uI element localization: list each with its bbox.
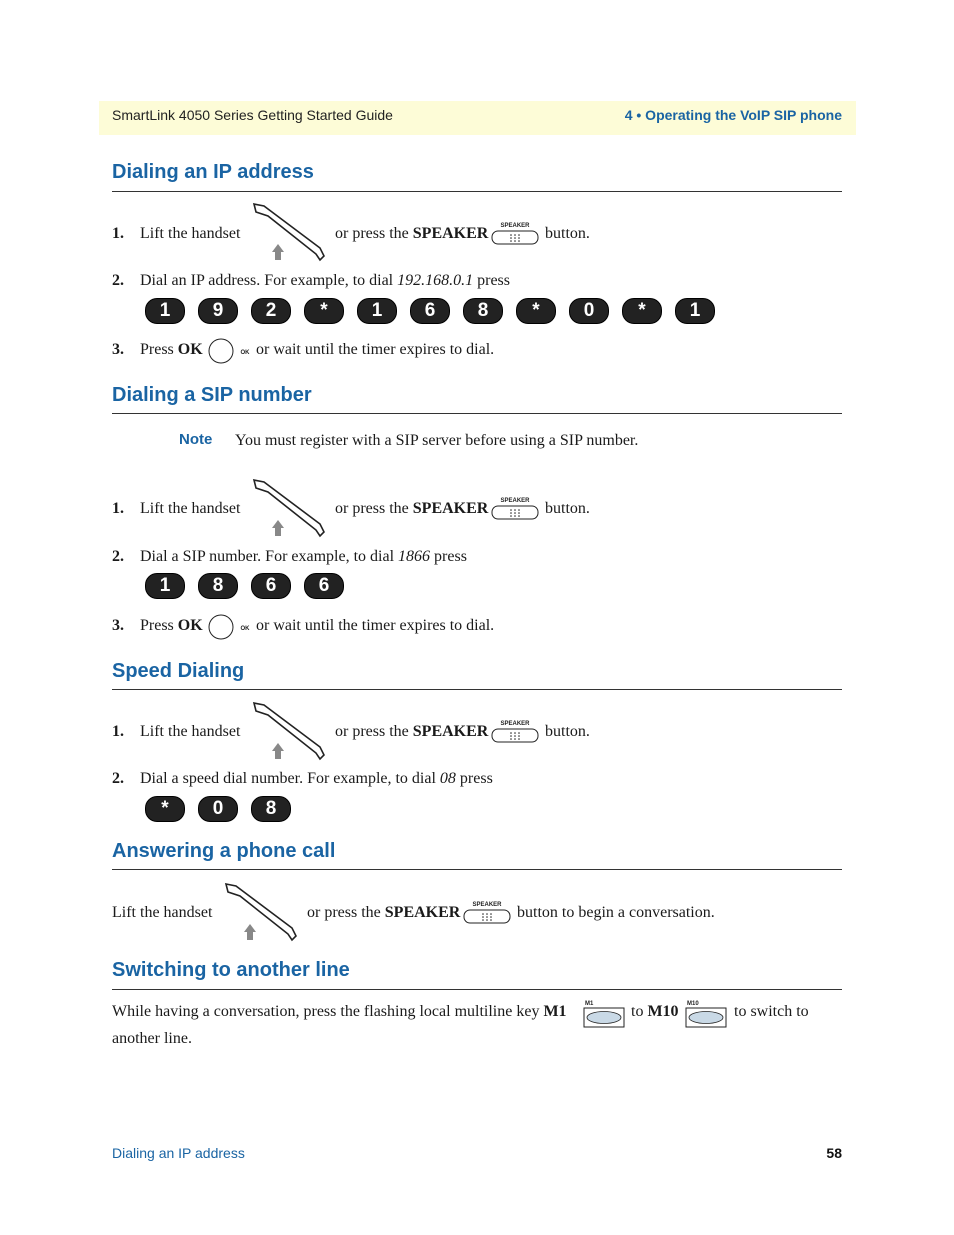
svg-text:SPEAKER: SPEAKER: [500, 721, 530, 727]
header-chapter-title: 4 • Operating the VoIP SIP phone: [624, 107, 842, 123]
handset-lift-icon: [222, 880, 302, 944]
step-text: button.: [545, 225, 590, 242]
digit-key-icon: 1: [145, 573, 185, 599]
svg-text:SPEAKER: SPEAKER: [500, 223, 530, 229]
digit-key-icon: 8: [463, 298, 503, 324]
step-number: 1.: [112, 225, 124, 242]
section-rule: [112, 191, 842, 192]
section-title-answer: Answering a phone call: [112, 840, 336, 862]
digit-key-icon: 6: [410, 298, 450, 324]
footer-section-link[interactable]: Dialing an IP address: [112, 1145, 245, 1161]
page-number: 58: [826, 1145, 842, 1161]
step-number: 3.: [112, 617, 124, 634]
digit-key-icon: 2: [251, 298, 291, 324]
step-text: button.: [545, 500, 590, 517]
section-rule: [112, 413, 842, 414]
dial-key-sequence: [145, 796, 291, 822]
handset-lift-icon: [250, 699, 330, 763]
step-text: Dial a speed dial number. For example, to dial 08 press: [140, 770, 493, 787]
step-text: Lift the handset: [140, 723, 241, 740]
multiline-key-m1-icon: [583, 998, 625, 1028]
step-text: Dial an IP address. For example, to dial 192.168.0.1 press: [140, 272, 511, 289]
section-title-switch: Switching to another line: [112, 959, 350, 981]
speaker-button-icon: [490, 219, 540, 247]
handset-lift-icon: [250, 476, 330, 540]
digit-key-icon: 8: [251, 796, 291, 822]
note-label: Note: [179, 431, 213, 448]
step-number: 1.: [112, 500, 124, 517]
step-text: or press the SPEAKER: [335, 225, 489, 242]
step-text: button.: [545, 723, 590, 740]
handset-lift-icon: [250, 200, 330, 264]
svg-text:OK: OK: [240, 626, 250, 632]
step-number: 2.: [112, 770, 124, 787]
dial-key-sequence: [145, 298, 715, 324]
digit-key-icon: 6: [304, 573, 344, 599]
digit-key-icon: 1: [145, 298, 185, 324]
svg-text:SPEAKER: SPEAKER: [500, 498, 530, 504]
note-text: You must register with a SIP server before using a SIP number.: [235, 432, 639, 449]
step-text: While having a conversation, press the flashing local multiline key M1: [112, 1003, 567, 1020]
svg-text:SPEAKER: SPEAKER: [472, 902, 502, 908]
step-number: 2.: [112, 272, 124, 289]
section-title-speed: Speed Dialing: [112, 660, 245, 682]
section-rule: [112, 689, 842, 690]
header-guide-title: SmartLink 4050 Series Getting Started Guide: [112, 107, 393, 123]
step-text: or press the SPEAKER: [307, 904, 461, 921]
digit-key-icon: 1: [675, 298, 715, 324]
digit-key-icon: 9: [198, 298, 238, 324]
star-key-icon: *: [304, 298, 344, 324]
step-text: Lift the handset: [112, 904, 213, 921]
multiline-key-m10-icon: [685, 998, 727, 1028]
step-text: Press OK: [140, 341, 203, 358]
step-text: or wait until the timer expires to dial.: [256, 341, 495, 358]
digit-key-icon: 0: [198, 796, 238, 822]
step-text: or press the SPEAKER: [335, 500, 489, 517]
digit-key-icon: 1: [357, 298, 397, 324]
section-title-ip: Dialing an IP address: [112, 161, 314, 183]
step-text: to switch to: [734, 1003, 809, 1020]
digit-key-icon: 6: [251, 573, 291, 599]
step-text: or press the SPEAKER: [335, 723, 489, 740]
step-text: Lift the handset: [140, 500, 241, 517]
svg-text:OK: OK: [240, 350, 250, 356]
step-number: 1.: [112, 723, 124, 740]
star-key-icon: *: [516, 298, 556, 324]
section-rule: [112, 869, 842, 870]
svg-text:M10: M10: [687, 1001, 699, 1007]
step-number: 2.: [112, 548, 124, 565]
step-text: to M10: [631, 1003, 679, 1020]
step-text: another line.: [112, 1030, 192, 1047]
step-text: Dial a SIP number. For example, to dial 1866 press: [140, 548, 467, 565]
dial-key-sequence: [145, 573, 344, 599]
step-number: 3.: [112, 341, 124, 358]
section-title-sip: Dialing a SIP number: [112, 384, 312, 406]
ok-button-icon: [207, 336, 251, 366]
ok-button-icon: [207, 612, 251, 642]
digit-key-icon: 0: [569, 298, 609, 324]
step-text: button to begin a conversation.: [517, 904, 715, 921]
speaker-button-icon: [462, 898, 512, 926]
digit-key-icon: 8: [198, 573, 238, 599]
star-key-icon: *: [622, 298, 662, 324]
step-text: or wait until the timer expires to dial.: [256, 617, 495, 634]
speaker-button-icon: [490, 717, 540, 745]
svg-text:M1: M1: [585, 1001, 594, 1007]
section-rule: [112, 989, 842, 990]
step-text: Lift the handset: [140, 225, 241, 242]
star-key-icon: *: [145, 796, 185, 822]
speaker-button-icon: [490, 494, 540, 522]
step-text: Press OK: [140, 617, 203, 634]
